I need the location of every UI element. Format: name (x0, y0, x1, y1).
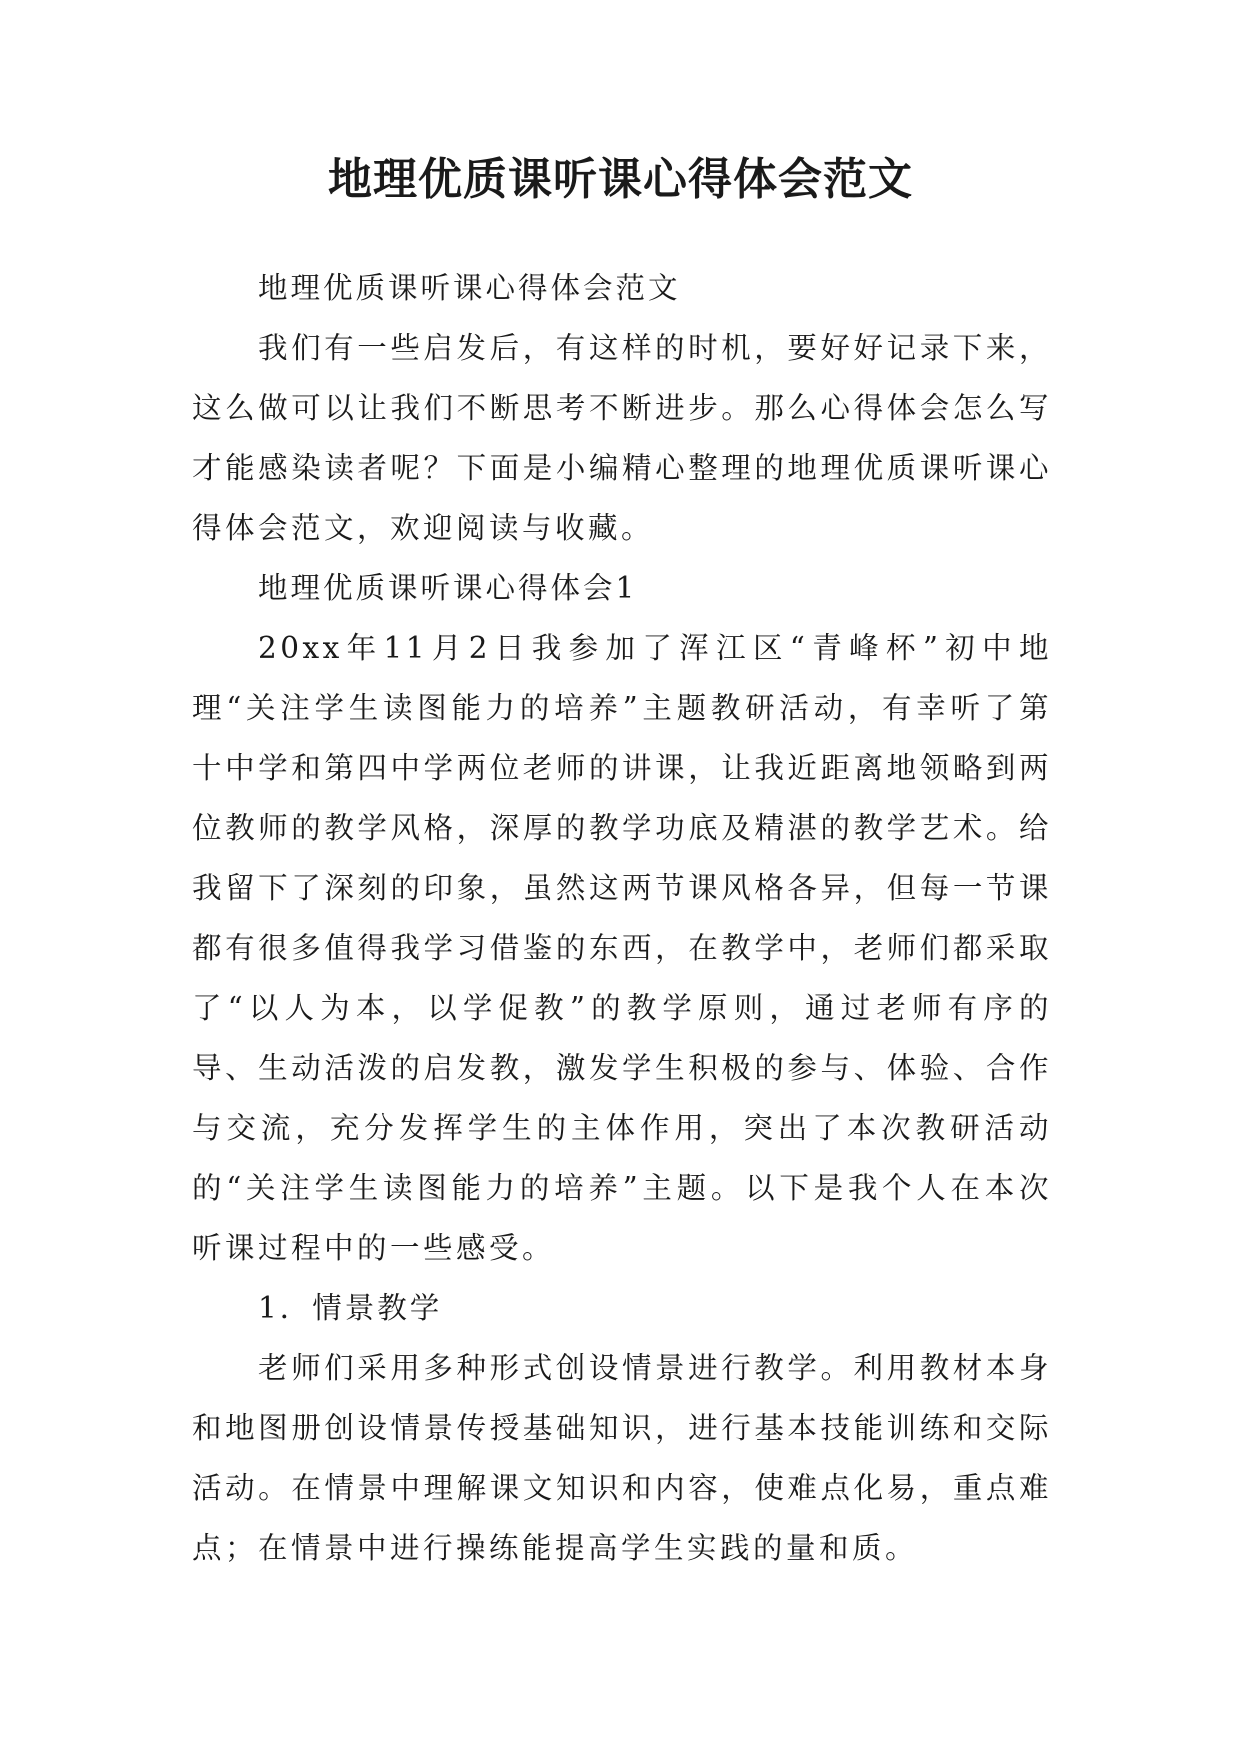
subsection-heading-scenario-teaching: 1．情景教学 (258, 1291, 443, 1325)
document-body (192, 258, 1052, 1578)
intro-paragraph: 我们有一些启发后，有这样的时机，要好好记录下来，这么做可以让我们不断思考不断进步。那么心得体会怎么写才能感染读者呢？下面是小编精心整理的地理优质课听课心得体会范文，欢迎阅读与收藏。 (192, 331, 1052, 545)
section-heading-1: 地理优质课听课心得体会1 (258, 571, 638, 605)
document-title: 地理优质课听课心得体会范文 (328, 154, 913, 205)
section-1-paragraph: 20xx年11月2日我参加了浑江区“青峰杯”初中地理“关注学生读图能力的培养”主题教研活动，有幸听了第十中学和第四中学两位老师的讲课，让我近距离地领略到两位教师的教学风格，深厚的教学功底及精湛的教学艺术。给我留下了深刻的印象，虽然这两节课风格各异，但每一节课都有很多值得我学习借鉴的东西，在教学中，老师们都采取了“以人为本，以学促教”的教学原则，通过老师有序的导、生动活泼的启发教，激发学生积极的参与、体验、合作与交流，充分发挥学生的主体作用，突出了本次教研活动的“关注学生读图能力的培养”主题。以下是我个人在本次听课过程中的一些感受。 (192, 631, 1052, 1265)
subsection-paragraph-scenario-teaching: 老师们采用多种形式创设情景进行教学。利用教材本身和地图册创设情景传授基础知识，进行基本技能训练和交际活动。在情景中理解课文知识和内容，使难点化易，重点难点；在情景中进行操练能提高学生实践的量和质。 (192, 1351, 1052, 1565)
intro-heading: 地理优质课听课心得体会范文 (258, 271, 681, 305)
